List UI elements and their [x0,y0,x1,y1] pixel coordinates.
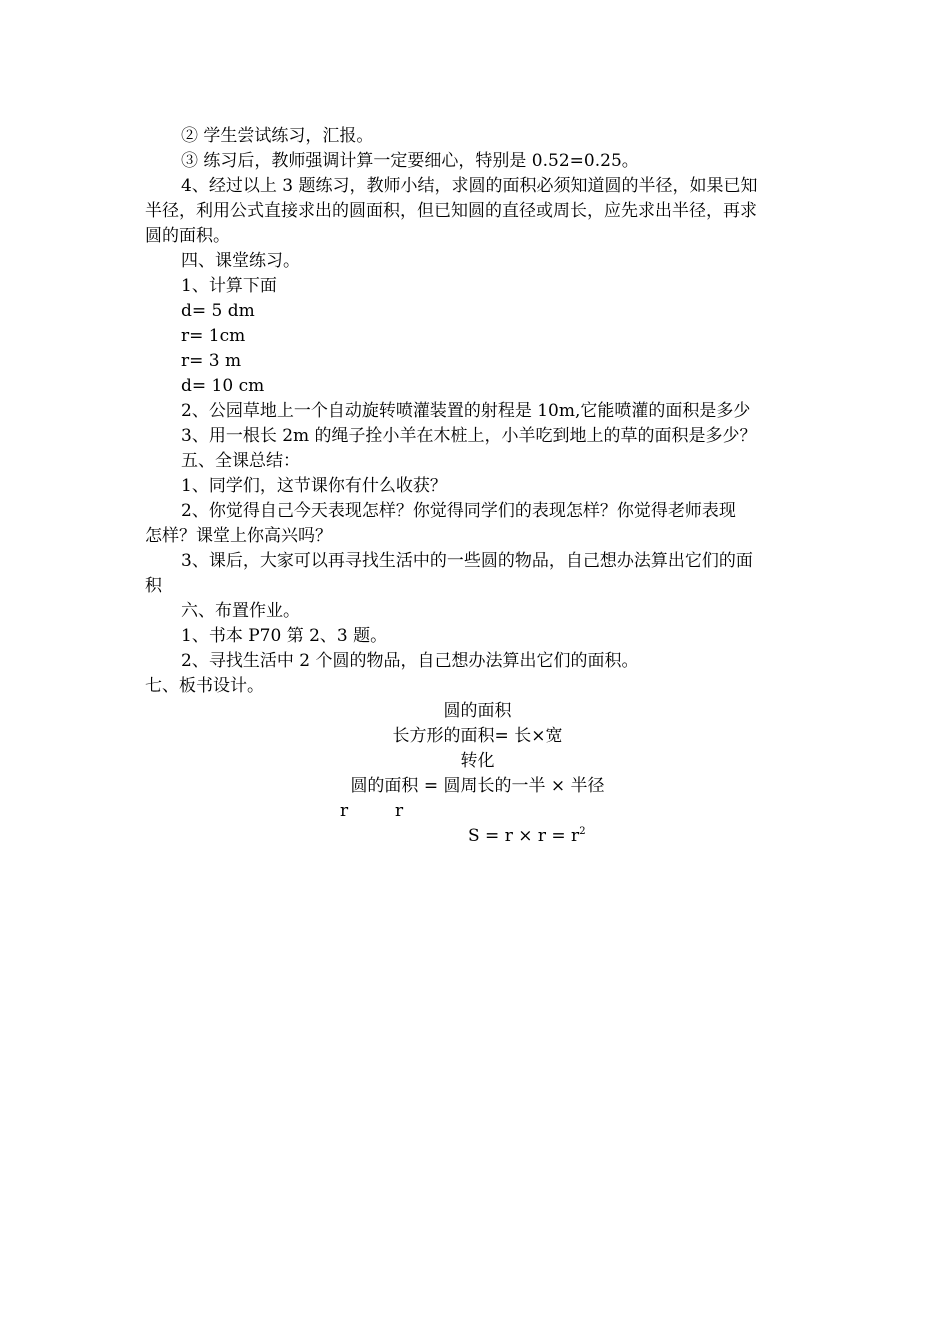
calc-item-1: d= 5 dm [181,301,255,321]
calc-item-4: d= 10 cm [181,376,265,396]
calc-item-2: r= 1cm [181,326,246,346]
board-radius-label-1: r [340,801,349,821]
question-1: 1、同学们，这节课你有什么收获？ [181,476,447,496]
summary-line-3: 圆的面积。 [145,226,230,246]
practice-3: 3、用一根长 2m 的绳子拴小羊在木桩上，小羊吃到地上的草的面积是多少？ [181,426,757,446]
practice-1: 1、计算下面 [181,276,277,296]
section-4-heading: 四、课堂练习。 [181,251,300,271]
question-2-line-1: 2、你觉得自己今天表现怎样？你觉得同学们的表现怎样？你觉得老师表现 [181,501,736,521]
board-rectangle-formula: 长方形的面积= 长×宽 [392,726,563,746]
board-area-formula [468,824,586,849]
board-circle-formula: 圆的面积 = 圆周长的一半 × 半径 [350,776,605,796]
board-area-formula-text: S = r × r = r [468,826,580,846]
question-3-line-2: 积 [145,576,162,596]
step-2-line: ② 学生尝试练习，汇报。 [181,126,374,146]
board-radius-label-2: r [395,801,404,821]
homework-2: 2、寻找生活中 2 个圆的物品，自己想办法算出它们的面积。 [181,651,639,671]
section-7-heading: 七、板书设计。 [145,676,264,696]
section-5-heading: 五、全课总结： [181,451,300,471]
board-title: 圆的面积 [443,701,512,721]
question-2-line-2: 怎样？课堂上你高兴吗？ [145,526,332,546]
step-3-line: ③ 练习后，教师强调计算一定要细心，特别是 0.52=0.25。 [181,151,639,171]
practice-2: 2、公园草地上一个自动旋转喷灌装置的射程是 10m,它能喷灌的面积是多少 [181,401,751,421]
homework-1: 1、书本 P70 第 2、3 题。 [181,626,388,646]
section-6-heading: 六、布置作业。 [181,601,300,621]
board-area-formula-exponent: 2 [579,826,586,837]
board-transform: 转化 [460,751,495,771]
calc-item-3: r= 3 m [181,351,242,371]
summary-line-1: 4、经过以上 3 题练习，教师小结，求圆的面积必须知道圆的半径，如果已知 [181,176,758,196]
question-3-line-1: 3、课后，大家可以再寻找生活中的一些圆的物品，自己想办法算出它们的面 [181,551,753,571]
summary-line-2: 半径，利用公式直接求出的圆面积，但已知圆的直径或周长，应先求出半径，再求 [145,201,757,221]
